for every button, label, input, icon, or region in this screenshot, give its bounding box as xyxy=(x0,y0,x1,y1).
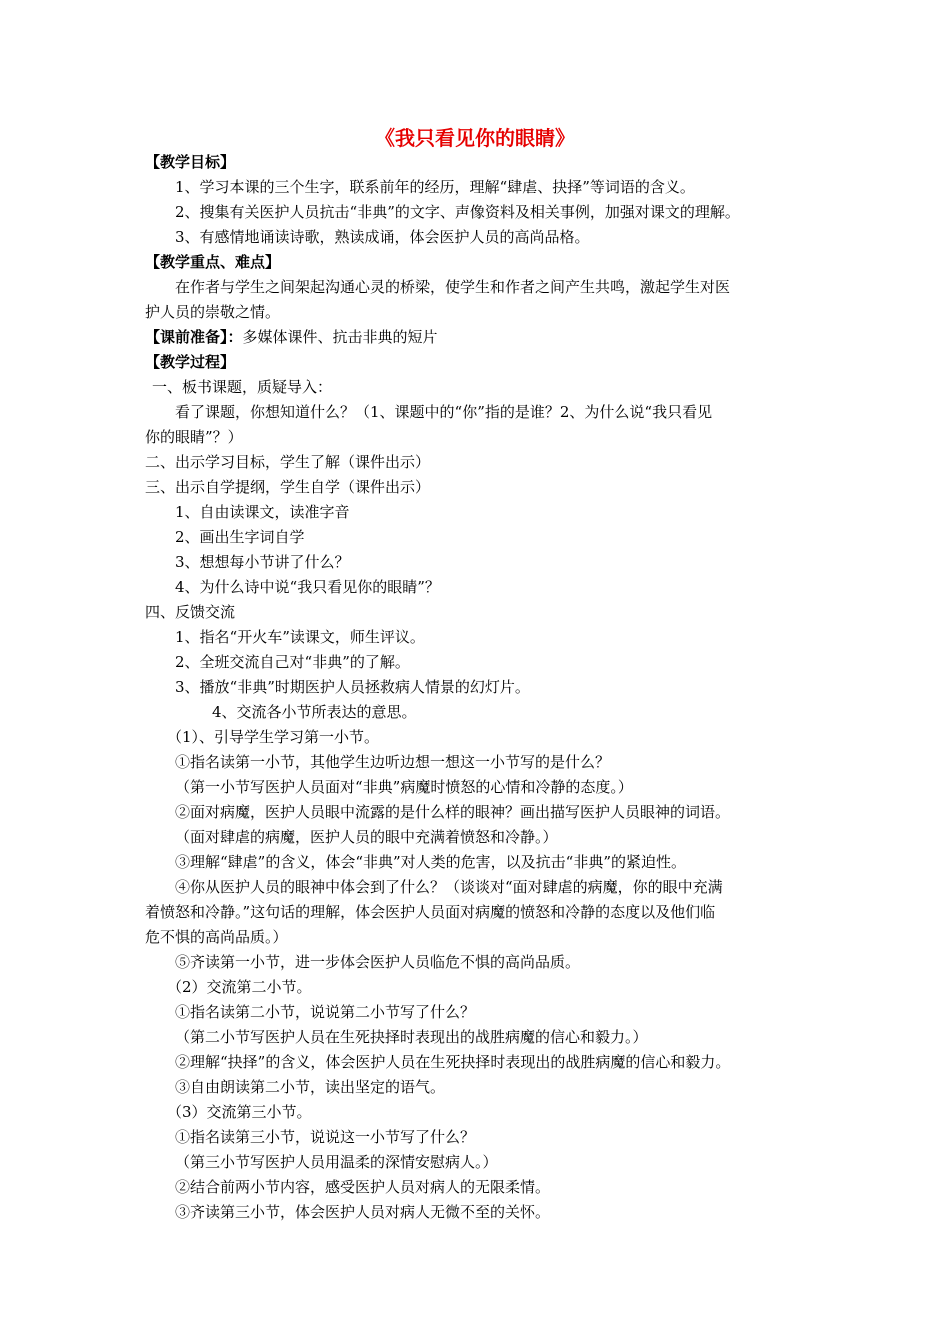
line-text: 着愤怒和冷静。”这句话的理解，体会医护人员面对病魔的愤怒和冷静的态度以及他们临 xyxy=(145,903,716,921)
text-line xyxy=(145,450,815,475)
text-line xyxy=(145,375,815,400)
line-text: ③理解“肆虐”的含义，体会“非典”对人类的危害，以及抗击“非典”的紧迫性。 xyxy=(175,853,687,871)
line-text: 三、出示自学提纲，学生自学（课件出示） xyxy=(145,478,431,496)
text-line xyxy=(145,475,815,500)
line-text: ②理解“抉择”的含义，体会医护人员在生死抉择时表现出的战胜病魔的信心和毅力。 xyxy=(175,1053,731,1071)
line-text: ①指名读第一小节，其他学生边听边想一想这一小节写的是什么？ xyxy=(175,753,611,771)
heading-tail-text: 多媒体课件、抗击非典的短片 xyxy=(242,328,438,346)
text-line xyxy=(145,400,815,425)
line-text: 二、出示学习目标，学生了解（课件出示） xyxy=(145,453,431,471)
text-line xyxy=(145,500,815,525)
text-line xyxy=(145,175,815,200)
text-line xyxy=(145,1100,815,1125)
line-text: （3）交流第三小节。 xyxy=(167,1103,312,1121)
line-text: 一、板书课题，质疑导入： xyxy=(152,378,333,396)
text-line xyxy=(145,200,815,225)
line-text: （2）交流第二小节。 xyxy=(167,978,312,996)
line-text: ①指名读第二小节，说说第二小节写了什么？ xyxy=(175,1003,476,1021)
line-text: 4、交流各小节所表达的意思。 xyxy=(212,703,417,721)
heading-text: 【教学重点、难点】 xyxy=(145,253,281,271)
section-heading xyxy=(145,325,815,350)
line-text: ⑤齐读第一小节，进一步体会医护人员临危不惧的高尚品质。 xyxy=(175,953,581,971)
line-text: 在作者与学生之间架起沟通心灵的桥梁，使学生和作者之间产生共鸣，激起学生对医 xyxy=(175,278,731,296)
text-line xyxy=(145,575,815,600)
section-heading xyxy=(145,150,815,175)
section-heading xyxy=(145,350,815,375)
text-line xyxy=(145,750,815,775)
line-text: ②面对病魔，医护人员眼中流露的是什么样的眼神？画出描写医护人员眼神的词语。 xyxy=(175,803,731,821)
text-line xyxy=(145,625,815,650)
text-line xyxy=(145,1150,815,1175)
text-line xyxy=(145,900,815,925)
heading-text: 【课前准备】： xyxy=(145,328,243,346)
text-line xyxy=(145,225,815,250)
text-line xyxy=(145,775,815,800)
line-text: 3、播放“非典”时期医护人员拯救病人情景的幻灯片。 xyxy=(175,678,530,696)
line-text: 1、学习本课的三个生字，联系前年的经历，理解“肆虐、抉择”等词语的含义。 xyxy=(175,178,695,196)
line-text: 护人员的崇敬之情。 xyxy=(145,303,281,321)
line-text: 3、有感情地诵读诗歌，熟读成诵，体会医护人员的高尚品格。 xyxy=(175,228,590,246)
line-text: 四、反馈交流 xyxy=(145,603,236,621)
line-text: ②结合前两小节内容，感受医护人员对病人的无限柔情。 xyxy=(175,1178,551,1196)
text-line xyxy=(145,875,815,900)
text-line xyxy=(145,600,815,625)
line-text: （第三小节写医护人员用温柔的深情安慰病人。） xyxy=(175,1153,498,1171)
text-line xyxy=(145,1000,815,1025)
text-line xyxy=(145,1200,815,1225)
text-line xyxy=(145,975,815,1000)
text-line xyxy=(145,425,815,450)
text-line xyxy=(145,1075,815,1100)
document-title: 《我只看见你的眼睛》 xyxy=(375,126,575,150)
line-text: ④你从医护人员的眼神中体会到了什么？（谈谈对“面对肆虐的病魔，你的眼中充满 xyxy=(175,878,723,896)
text-line xyxy=(145,825,815,850)
text-line xyxy=(145,725,815,750)
line-text: （第一小节写医护人员面对“非典”病魔时愤怒的心情和冷静的态度。） xyxy=(175,778,633,796)
text-line xyxy=(145,300,815,325)
text-line xyxy=(145,925,815,950)
line-text: （面对肆虐的病魔，医护人员的眼中充满着愤怒和冷静。） xyxy=(175,828,558,846)
line-text: ③自由朗读第二小节，读出坚定的语气。 xyxy=(175,1078,446,1096)
line-text: ③齐读第三小节，体会医护人员对病人无微不至的关怀。 xyxy=(175,1203,551,1221)
text-line xyxy=(145,525,815,550)
line-text: 2、全班交流自己对“非典”的了解。 xyxy=(175,653,410,671)
text-line xyxy=(145,1025,815,1050)
text-line xyxy=(145,1050,815,1075)
line-text: 3、想想每小节讲了什么？ xyxy=(175,553,350,571)
document-body xyxy=(145,150,815,1225)
text-line xyxy=(145,1125,815,1150)
line-text: （第二小节写医护人员在生死抉择时表现出的战胜病魔的信心和毅力。） xyxy=(175,1028,648,1046)
text-line xyxy=(145,950,815,975)
text-line xyxy=(145,850,815,875)
line-text: ①指名读第三小节，说说这一小节写了什么？ xyxy=(175,1128,476,1146)
heading-text: 【教学过程】 xyxy=(145,353,236,371)
line-text: 4、为什么诗中说“我只看见你的眼睛”？ xyxy=(175,578,440,596)
line-text: （1）、引导学生学习第一小节。 xyxy=(167,728,380,746)
text-line xyxy=(145,800,815,825)
heading-text: 【教学目标】 xyxy=(145,153,236,171)
text-line xyxy=(145,700,815,725)
section-heading xyxy=(145,250,815,275)
text-line xyxy=(145,1175,815,1200)
line-text: 你的眼睛”？） xyxy=(145,428,243,446)
line-text: 危不惧的高尚品质。） xyxy=(145,928,288,946)
line-text: 2、画出生字词自学 xyxy=(175,528,305,546)
text-line xyxy=(145,675,815,700)
line-text: 1、指名“开火车”读课文，师生评议。 xyxy=(175,628,425,646)
line-text: 2、搜集有关医护人员抗击“非典”的文字、声像资料及相关事例，加强对课文的理解。 xyxy=(175,203,740,221)
line-text: 1、自由读课文，读准字音 xyxy=(175,503,350,521)
text-line xyxy=(145,550,815,575)
line-text: 看了课题，你想知道什么？（1、课题中的“你”指的是谁？2、为什么说“我只看见 xyxy=(175,403,713,421)
text-line xyxy=(145,275,815,300)
text-line xyxy=(145,650,815,675)
